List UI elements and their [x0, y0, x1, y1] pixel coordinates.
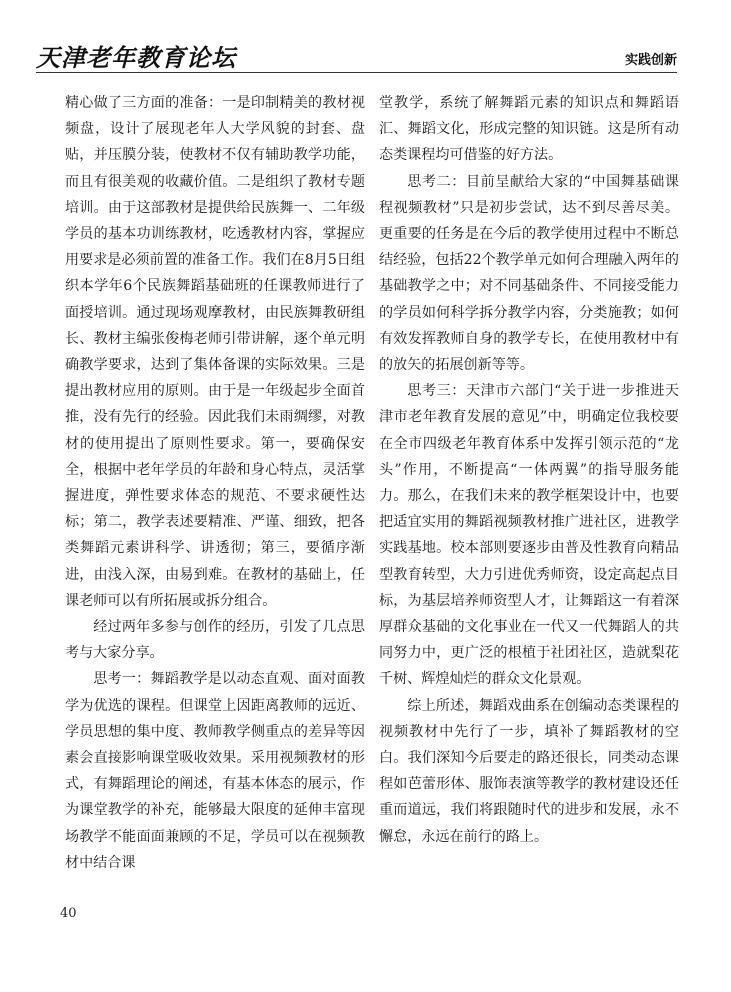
- page-number: 40: [60, 906, 77, 921]
- right-text-column: [379, 90, 679, 850]
- section-label: 实践创新: [624, 53, 677, 68]
- left-text-column: [65, 90, 365, 876]
- paragraph: 堂教学，系统了解舞蹈元素的知识点和舞蹈语汇、舞蹈文化，形成完整的知识链。这是所有动态类课程均可借鉴的好方法。: [379, 95, 679, 164]
- paragraph: 精心做了三方面的准备：一是印制精美的教材视频盘，设计了展现老年人大学风貌的封套、盘贴，并压膜分装，使教材不仅有辅助教学功能，而且有很美观的收藏价值。二是组织了教材专题培训。由于这部教材是提供给民族舞一、二年级学员的基本功训练教材，吃透教材内容，掌握应用要求是必须前置的准备工作。我们在8月5日组织本学年6个民族舞蹈基础班的任课教师进行了面授培训。通过现场观摩教材，由民族舞教研组长、教材主编张俊梅老师引带讲解，逐个单元明确教学要求，达到了集体备课的实际效果。三是提出教材应用的原则。由于是一年级起步全面首推，没有先行的经验。因此我们未雨绸缪，对教材的使用提出了原则性要求。第一，要确保安全，根据中老年学员的年龄和身心特点，灵活掌握进度，弹性要求体态的规范、不要求硬性达标；第二，教学表述要精准、严谨、细致，把各类舞蹈元素讲科学、讲透彻；第三，要循序渐进，由浅入深，由易到难。在教材的基础上，任课老师可以有所拓展或拆分组合。: [65, 95, 365, 609]
- header-divider: [36, 72, 677, 73]
- paragraph: 思考一：舞蹈教学是以动态直观、面对面教学为优选的课程。但课堂上因距离教师的远近、学员思想的集中度、教师教学侧重点的差异等因素会直接影响课堂吸收效果。采用视频教材的形式，有舞蹈理论的阐述，有基本体态的展示，作为课堂教学的补充，能够最大限度的延伸丰富现场教学不能面面兼顾的不足，学员可以在视频教材中结合课: [65, 671, 365, 871]
- paragraph: 思考二：目前呈献给大家的“中国舞基础课程视频教材”只是初步尝试，达不到尽善尽美。更重要的任务是在今后的教学使用过程中不断总结经验，包括22个教学单元如何合理融入两年的基础教学之中；对不同基础条件、不同接受能力的学员如何科学拆分教学内容，分类施教；如何有效发挥教师自身的教学专长，在使用教材中有的放矢的拓展创新等等。: [379, 173, 679, 374]
- paragraph: 经过两年多参与创作的经历，引发了几点思考与大家分享。: [65, 619, 365, 662]
- paragraph: 思考三：天津市六部门“关于进一步推进天津市老年教育发展的意见”中，明确定位我校要在全市四级老年教育体系中发挥引领示范的“龙头”作用，不断提高“一体两翼”的指导服务能力。那么，在我们未来的教学框架设计中，也要把适宜实用的舞蹈视频教材推广进社区，进教学实践基地。校本部则要逐步由普及性教育向精品型教育转型，大力引进优秀师资，设定高起点目标，为基层培养师资型人才，让舞蹈这一有着深厚群众基础的文化事业在一代又一代舞蹈人的共同努力中，更广泛的根植于社团社区，造就梨花千树、辉煌灿烂的群众文化景观。: [379, 383, 679, 688]
- journal-title-logo: 天津老年教育论坛: [36, 43, 236, 72]
- paragraph: 综上所述，舞蹈戏曲系在创编动态类课程的视频教材中先行了一步，填补了舞蹈教材的空白。我们深知今后要走的路还很长，同类动态课程如芭蕾形体、服饰表演等教学的教材建设还任重而道远，我们将跟随时代的进步和发展，永不懈怠，永远在前行的路上。: [379, 697, 679, 845]
